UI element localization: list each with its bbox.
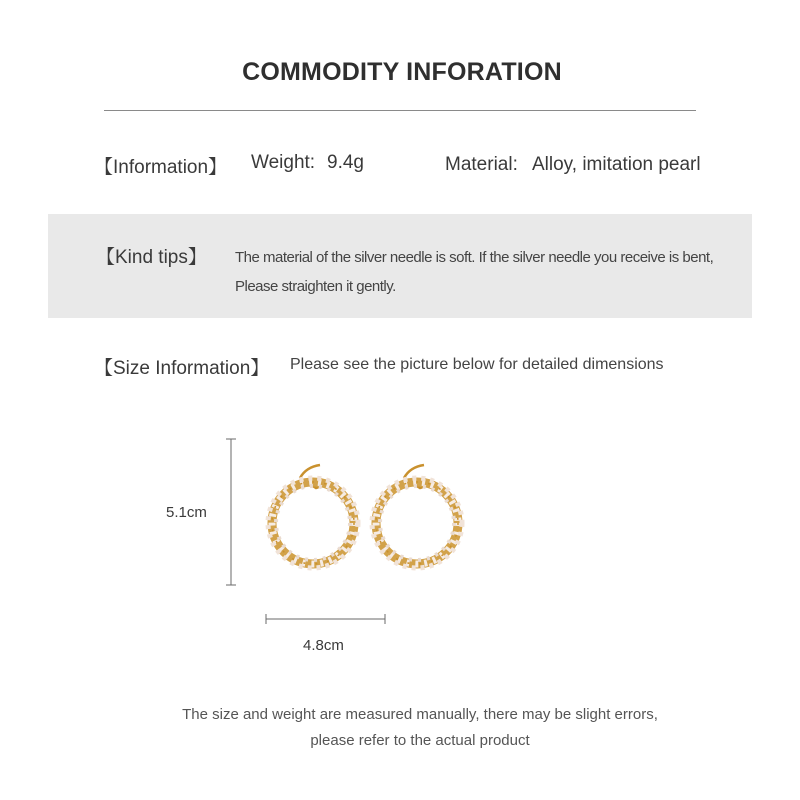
width-dimension-label: 4.8cm <box>303 637 344 654</box>
kind-tips-line-2: Please straighten it gently. <box>235 278 396 295</box>
weight-label: Weight: <box>251 152 316 173</box>
disclaimer-line-1: The size and weight are measured manually, there may be slight errors, <box>182 706 658 723</box>
material-label: Material: <box>445 154 518 175</box>
weight-value: 9.4g <box>327 152 364 173</box>
height-dimension-label: 5.1cm <box>166 504 207 521</box>
page-title: COMMODITY INFORATION <box>242 58 562 86</box>
earring-right-image <box>372 465 462 568</box>
kind-tips-label: 【Kind tips】 <box>96 247 207 268</box>
height-dimension-line <box>226 439 236 585</box>
information-label: 【Information】 <box>94 157 228 178</box>
earring-left-image <box>268 465 358 568</box>
size-information-note: Please see the picture below for detailed dimensions <box>290 356 664 373</box>
width-dimension-line <box>266 614 385 624</box>
material-value: Alloy, imitation pearl <box>532 154 701 175</box>
kind-tips-line-1: The material of the silver needle is soft. If the silver needle you receive is bent, <box>235 249 714 266</box>
size-information-label: 【Size Information】 <box>94 358 270 379</box>
disclaimer-line-2: please refer to the actual product <box>310 732 530 749</box>
measurement-disclaimer <box>0 702 800 754</box>
